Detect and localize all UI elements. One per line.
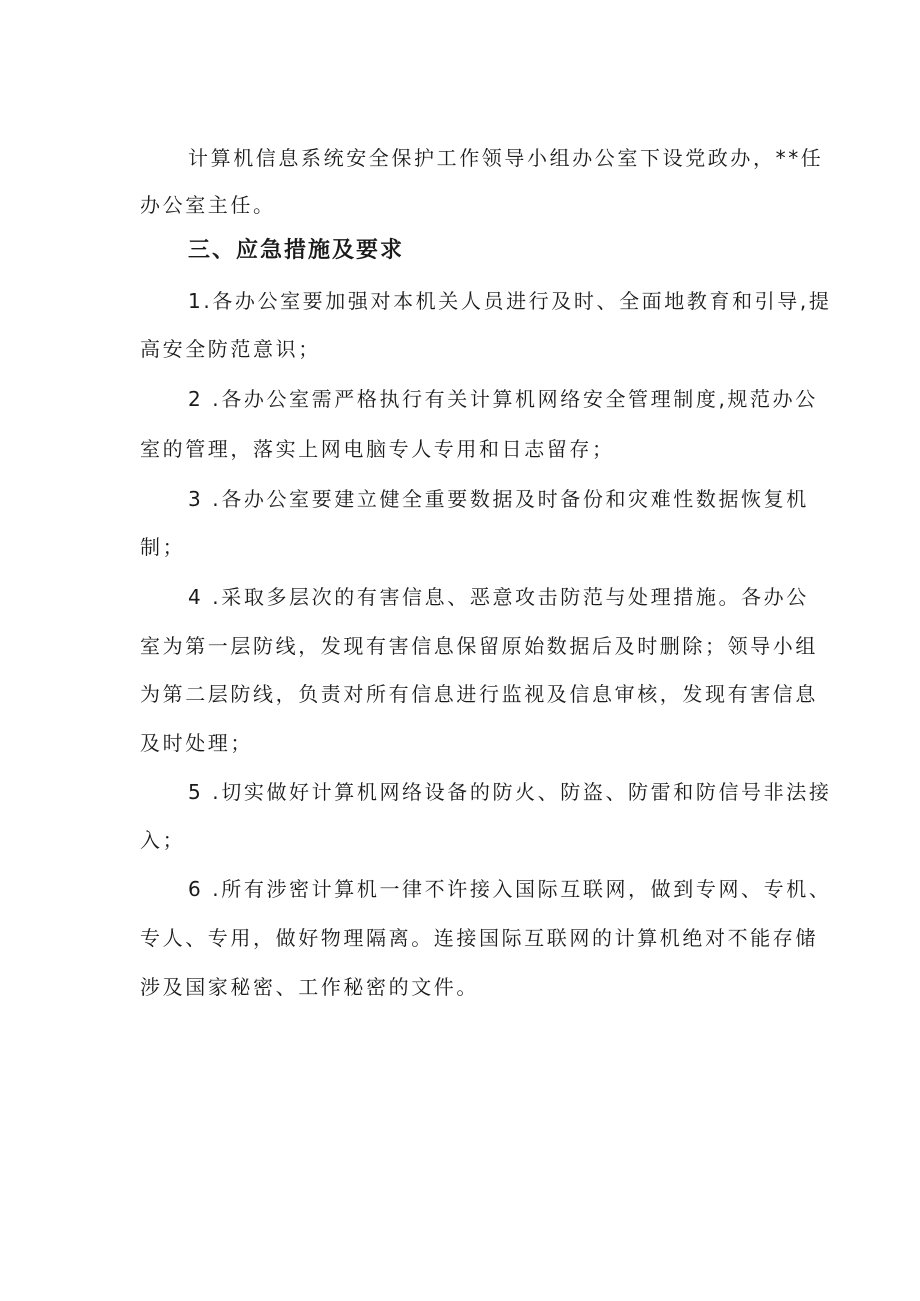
item-6-line-3: 涉及国家秘密、工作秘密的文件。 xyxy=(140,975,479,999)
item-3-line-1: 3 .各办公室要建立健全重要数据及时备份和灾难性数据恢复机 xyxy=(188,487,809,511)
item-2-line-1: 2 .各办公室需严格执行有关计算机网络安全管理制度,规范办公 xyxy=(188,387,818,411)
item-6-line-2: 专人、专用，做好物理隔离。连接国际互联网的计算机绝对不能存储 xyxy=(140,926,818,950)
item-4-line-2: 室为第一层防线，发现有害信息保留原始数据后及时删除；领导小组 xyxy=(140,634,818,658)
item-6-line-1: 6 .所有涉密计算机一律不许接入国际互联网，做到专网、专机、 xyxy=(188,877,832,901)
item-1-line-1: 1.各办公室要加强对本机关人员进行及时、全面地教育和引导,提 xyxy=(188,289,832,313)
item-4-line-4: 及时处理； xyxy=(140,731,253,755)
item-5-line-2: 入； xyxy=(140,828,186,852)
item-5-line-1: 5 .切实做好计算机网络设备的防火、防盗、防雷和防信号非法接 xyxy=(188,780,832,804)
intro-line-1: 计算机信息系统安全保护工作领导小组办公室下设党政办，**任 xyxy=(188,146,824,170)
item-4-line-1: 4 .采取多层次的有害信息、恶意攻击防范与处理措施。各办公 xyxy=(188,585,809,609)
section-heading: 三、应急措施及要求 xyxy=(188,238,405,263)
item-1-line-2: 高安全防范意识； xyxy=(140,337,321,361)
item-4-line-3: 为第二层防线，负责对所有信息进行监视及信息审核，发现有害信息 xyxy=(140,682,818,706)
item-3-line-2: 制； xyxy=(140,535,186,559)
item-2-line-2: 室的管理，落实上网电脑专人专用和日志留存； xyxy=(140,437,615,461)
intro-line-2: 办公室主任。 xyxy=(140,193,276,217)
